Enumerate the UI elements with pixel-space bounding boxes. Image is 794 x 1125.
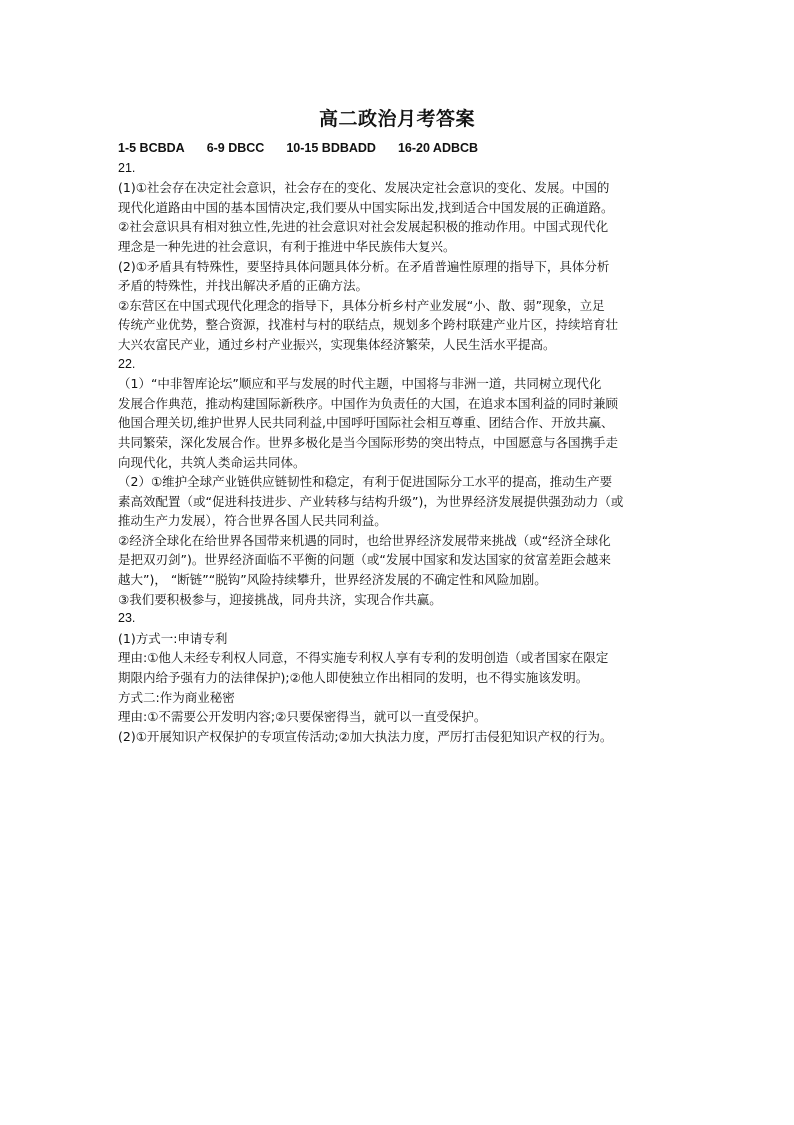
answer-line: 素高效配置（或“促进科技进步、产业转移与结构升级”)，为世界经济发展提供强劲动力（或: [118, 493, 624, 509]
answer-line: ③我们要积极参与，迎接挑战，同舟共济，实现合作共赢。: [118, 591, 442, 607]
answer-line: 现代化道路由中国的基本国情决定,我们要从中国实际出发,找到适合中国发展的正确道路。: [118, 199, 614, 215]
answer-line: 发展合作典范，推动构建国际新秩序。中国作为负责任的大国，在追求本国利益的同时兼顾: [118, 395, 619, 411]
answer-line: (2)①矛盾具有特殊性，要坚持具体问题具体分析。在矛盾普遍性原理的指导下，具体分析: [118, 258, 610, 274]
multiple-choice-answers: [118, 139, 678, 159]
answer-line: 理念是一种先进的社会意识，有利于推进中华民族伟大复兴。: [118, 238, 456, 254]
answer-line: (1)①社会存在决定社会意识，社会存在的变化、发展决定社会意识的变化、发展。中国的: [118, 180, 610, 196]
answer-line: 理由:①他人未经专利权人同意，不得实施专利权人享有专利的发明创造（或者国家在限定: [118, 650, 609, 666]
answer-line: （1）“中非智库论坛”顺应和平与发展的时代主题，中国将与非洲一道，共同树立现代化: [118, 376, 602, 392]
answer-content: [118, 139, 678, 746]
answer-line: 越大”)， “断链”“脱钩”风险持续攀升，世界经济发展的不确定性和风险加剧。: [118, 572, 547, 588]
answer-line: 矛盾的特殊性，并找出解决矛盾的正确方法。: [118, 278, 369, 294]
answer-line: ②社会意识具有相对独立性,先进的社会意识对社会发展起积极的推动作用。中国式现代化: [118, 219, 609, 235]
answer-line: 是把双刃剑”)。世界经济面临不平衡的问题（或“发展中国家和发达国家的贫富差距会越来: [118, 552, 611, 568]
answer-line: 向现代化，共筑人类命运共同体。: [118, 454, 306, 470]
mc-answer-group: 1-5 BCBDA: [118, 141, 185, 155]
answer-line: (1)方式一:申请专利: [118, 630, 228, 646]
answer-line: 推动生产力发展），符合世界各国人民共同利益。: [118, 513, 387, 529]
answer-line: (2)①开展知识产权保护的专项宣传活动;②加大执法力度，严厉打击侵犯知识产权的行为。: [118, 728, 613, 744]
answer-line: 期限内给予强有力的法律保护);②他人即使独立作出相同的发明，也不得实施该发明。: [118, 670, 589, 686]
question-number: 23.: [118, 611, 136, 626]
mc-answer-group: 16-20 ADBCB: [397, 141, 479, 155]
answer-line: ②东营区在中国式现代化理念的指导下，具体分析乡村产业发展“小、散、弱”现象，立足: [118, 297, 605, 313]
answer-line: 共同繁荣，深化发展合作。世界多极化是当今国际形势的突出特点，中国愿意与各国携手走: [118, 434, 619, 450]
mc-answer-group: 6-9 DBCC: [206, 141, 265, 155]
answer-line: 大兴农富民产业，通过乡村产业振兴，实现集体经济繁荣，人民生活水平提高。: [118, 336, 556, 352]
answer-line: 他国合理关切,维护世界人民共同利益,中国呼吁国际社会相互尊重、团结合作、开放共赢、: [118, 415, 614, 431]
page-title: 高二政治月考答案: [318, 108, 475, 130]
question-number: 22.: [118, 356, 136, 371]
answer-line: ②经济全球化在给世界各国带来机遇的同时，也给世界经济发展带来挑战（或“经济全球化: [118, 532, 611, 548]
question-number: 21.: [118, 160, 136, 175]
answer-line: 传统产业优势，整合资源，找准村与村的联结点，规划多个跨村联建产业片区，持续培育壮: [118, 317, 619, 333]
answer-line: 理由:①不需要公开发明内容;②只要保密得当，就可以一直受保护。: [118, 709, 487, 725]
answer-line: 方式二:作为商业秘密: [118, 689, 235, 705]
answer-line: （2）①维护全球产业链供应链韧性和稳定，有利于促进国际分工水平的提高，推动生产要: [118, 474, 613, 490]
mc-answer-group: 10-15 BDBADD: [286, 141, 376, 155]
